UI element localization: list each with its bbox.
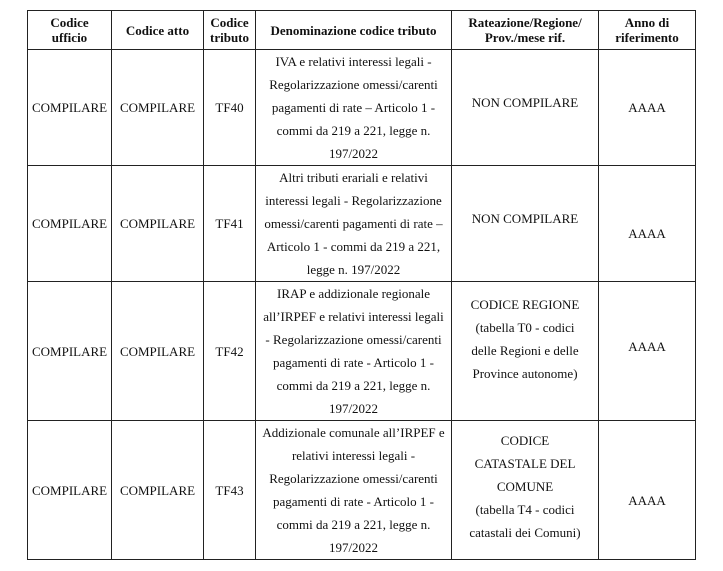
- cell-line: pagamenti di rate - Articolo 1 -: [272, 355, 434, 370]
- cell-line: pagamenti di rate – Articolo 1 -: [271, 100, 436, 115]
- cell-denominazione: [256, 421, 452, 560]
- cell-line: pagamenti di rate - Articolo 1 -: [272, 494, 434, 509]
- header-row: [28, 11, 696, 50]
- cell-denominazione: [256, 50, 452, 166]
- cell-codice-tributo: TF40: [204, 50, 256, 166]
- cell-line: CATASTALE DEL: [474, 455, 576, 471]
- cell-line: NON COMPILARE: [471, 95, 579, 110]
- cell-line: IVA e relativi interessi legali -: [275, 54, 432, 69]
- cell-anno: AAAA: [599, 421, 696, 560]
- cell-line: 197/2022: [328, 401, 379, 416]
- cell-line: Regolarizzazione omessi/carenti: [269, 471, 438, 486]
- cell-line: 197/2022: [328, 146, 379, 161]
- cell-line: Regolarizzazione omessi/carenti: [269, 77, 438, 92]
- cell-line: Addizionale comunale all’IRPEF e: [262, 425, 445, 440]
- cell-rateazione: [452, 166, 599, 282]
- header-text: Prov./mese rif.: [484, 30, 566, 45]
- cell-line: commi da 219 a 221, legge n.: [276, 378, 431, 393]
- cell-codice-atto: COMPILARE: [112, 50, 204, 166]
- cell-line: (tabella T0 - codici: [475, 320, 575, 335]
- cell-line: Altri tributi erariali e relativi: [279, 170, 428, 185]
- header-text: Codice atto: [125, 22, 190, 38]
- cell-codice-ufficio: COMPILARE: [28, 282, 112, 421]
- cell-line: commi da 219 a 221, legge n.: [276, 517, 431, 532]
- cell-line: (tabella T4 - codici: [475, 501, 575, 517]
- cell-denominazione: [256, 282, 452, 421]
- header-text: Codice: [50, 15, 89, 30]
- cell-codice-ufficio: COMPILARE: [28, 50, 112, 166]
- header-denominazione: [256, 11, 452, 50]
- header-codice-ufficio: [28, 11, 112, 50]
- cell-line: - Regolarizzazione omessi/carenti: [265, 332, 442, 347]
- cell-anno: AAAA: [599, 50, 696, 166]
- header-text: ufficio: [51, 30, 88, 45]
- cell-anno: AAAA: [599, 282, 696, 421]
- cell-line: Articolo 1 - commi da 219 a 221,: [266, 239, 441, 254]
- cell-line: catastali dei Comuni): [469, 524, 581, 540]
- cell-rateazione: [452, 282, 599, 421]
- cell-rateazione: [452, 421, 599, 560]
- header-codice-atto: [112, 11, 204, 50]
- cell-codice-ufficio: COMPILARE: [28, 421, 112, 560]
- header-codice-tributo: [204, 11, 256, 50]
- cell-line: NON COMPILARE: [471, 211, 579, 226]
- cell-denominazione: [256, 166, 452, 282]
- cell-line: interessi legali - Regolarizzazione: [265, 193, 442, 208]
- cell-codice-atto: COMPILARE: [112, 282, 204, 421]
- cell-line: IRAP e addizionale regionale: [277, 286, 430, 301]
- cell-line: 197/2022: [328, 540, 379, 555]
- header-text: tributo: [210, 30, 249, 45]
- header-anno: [599, 11, 696, 50]
- table-row: [28, 50, 696, 166]
- cell-rateazione: [452, 50, 599, 166]
- cell-codice-atto: COMPILARE: [112, 166, 204, 282]
- table-row: [28, 166, 696, 282]
- tax-codes-table: [27, 10, 696, 560]
- header-rateazione: [452, 11, 599, 50]
- cell-line: Province autonome): [472, 366, 578, 381]
- cell-codice-tributo: TF43: [204, 421, 256, 560]
- table-row: [28, 282, 696, 421]
- cell-line: relativi interessi legali -: [291, 448, 416, 463]
- cell-codice-tributo: TF41: [204, 166, 256, 282]
- header-text: riferimento: [615, 30, 679, 45]
- cell-line: delle Regioni e delle: [471, 343, 579, 358]
- cell-line: legge n. 197/2022: [306, 262, 401, 277]
- cell-line: CODICE: [500, 432, 550, 448]
- cell-line: commi da 219 a 221, legge n.: [276, 123, 431, 138]
- cell-codice-atto: COMPILARE: [112, 421, 204, 560]
- cell-line: omessi/carenti pagamenti di rate –: [264, 216, 443, 231]
- header-text: Denominazione codice tributo: [270, 22, 437, 38]
- cell-line: all’IRPEF e relativi interessi legali: [263, 309, 444, 324]
- header-text: Codice: [210, 15, 249, 30]
- cell-line: COMUNE: [496, 478, 554, 494]
- cell-codice-ufficio: COMPILARE: [28, 166, 112, 282]
- table-row: [28, 421, 696, 560]
- cell-anno: AAAA: [599, 166, 696, 282]
- header-text: Anno di: [624, 15, 670, 30]
- cell-line: CODICE REGIONE: [470, 297, 580, 312]
- cell-codice-tributo: TF42: [204, 282, 256, 421]
- header-text: Rateazione/Regione/: [468, 15, 582, 30]
